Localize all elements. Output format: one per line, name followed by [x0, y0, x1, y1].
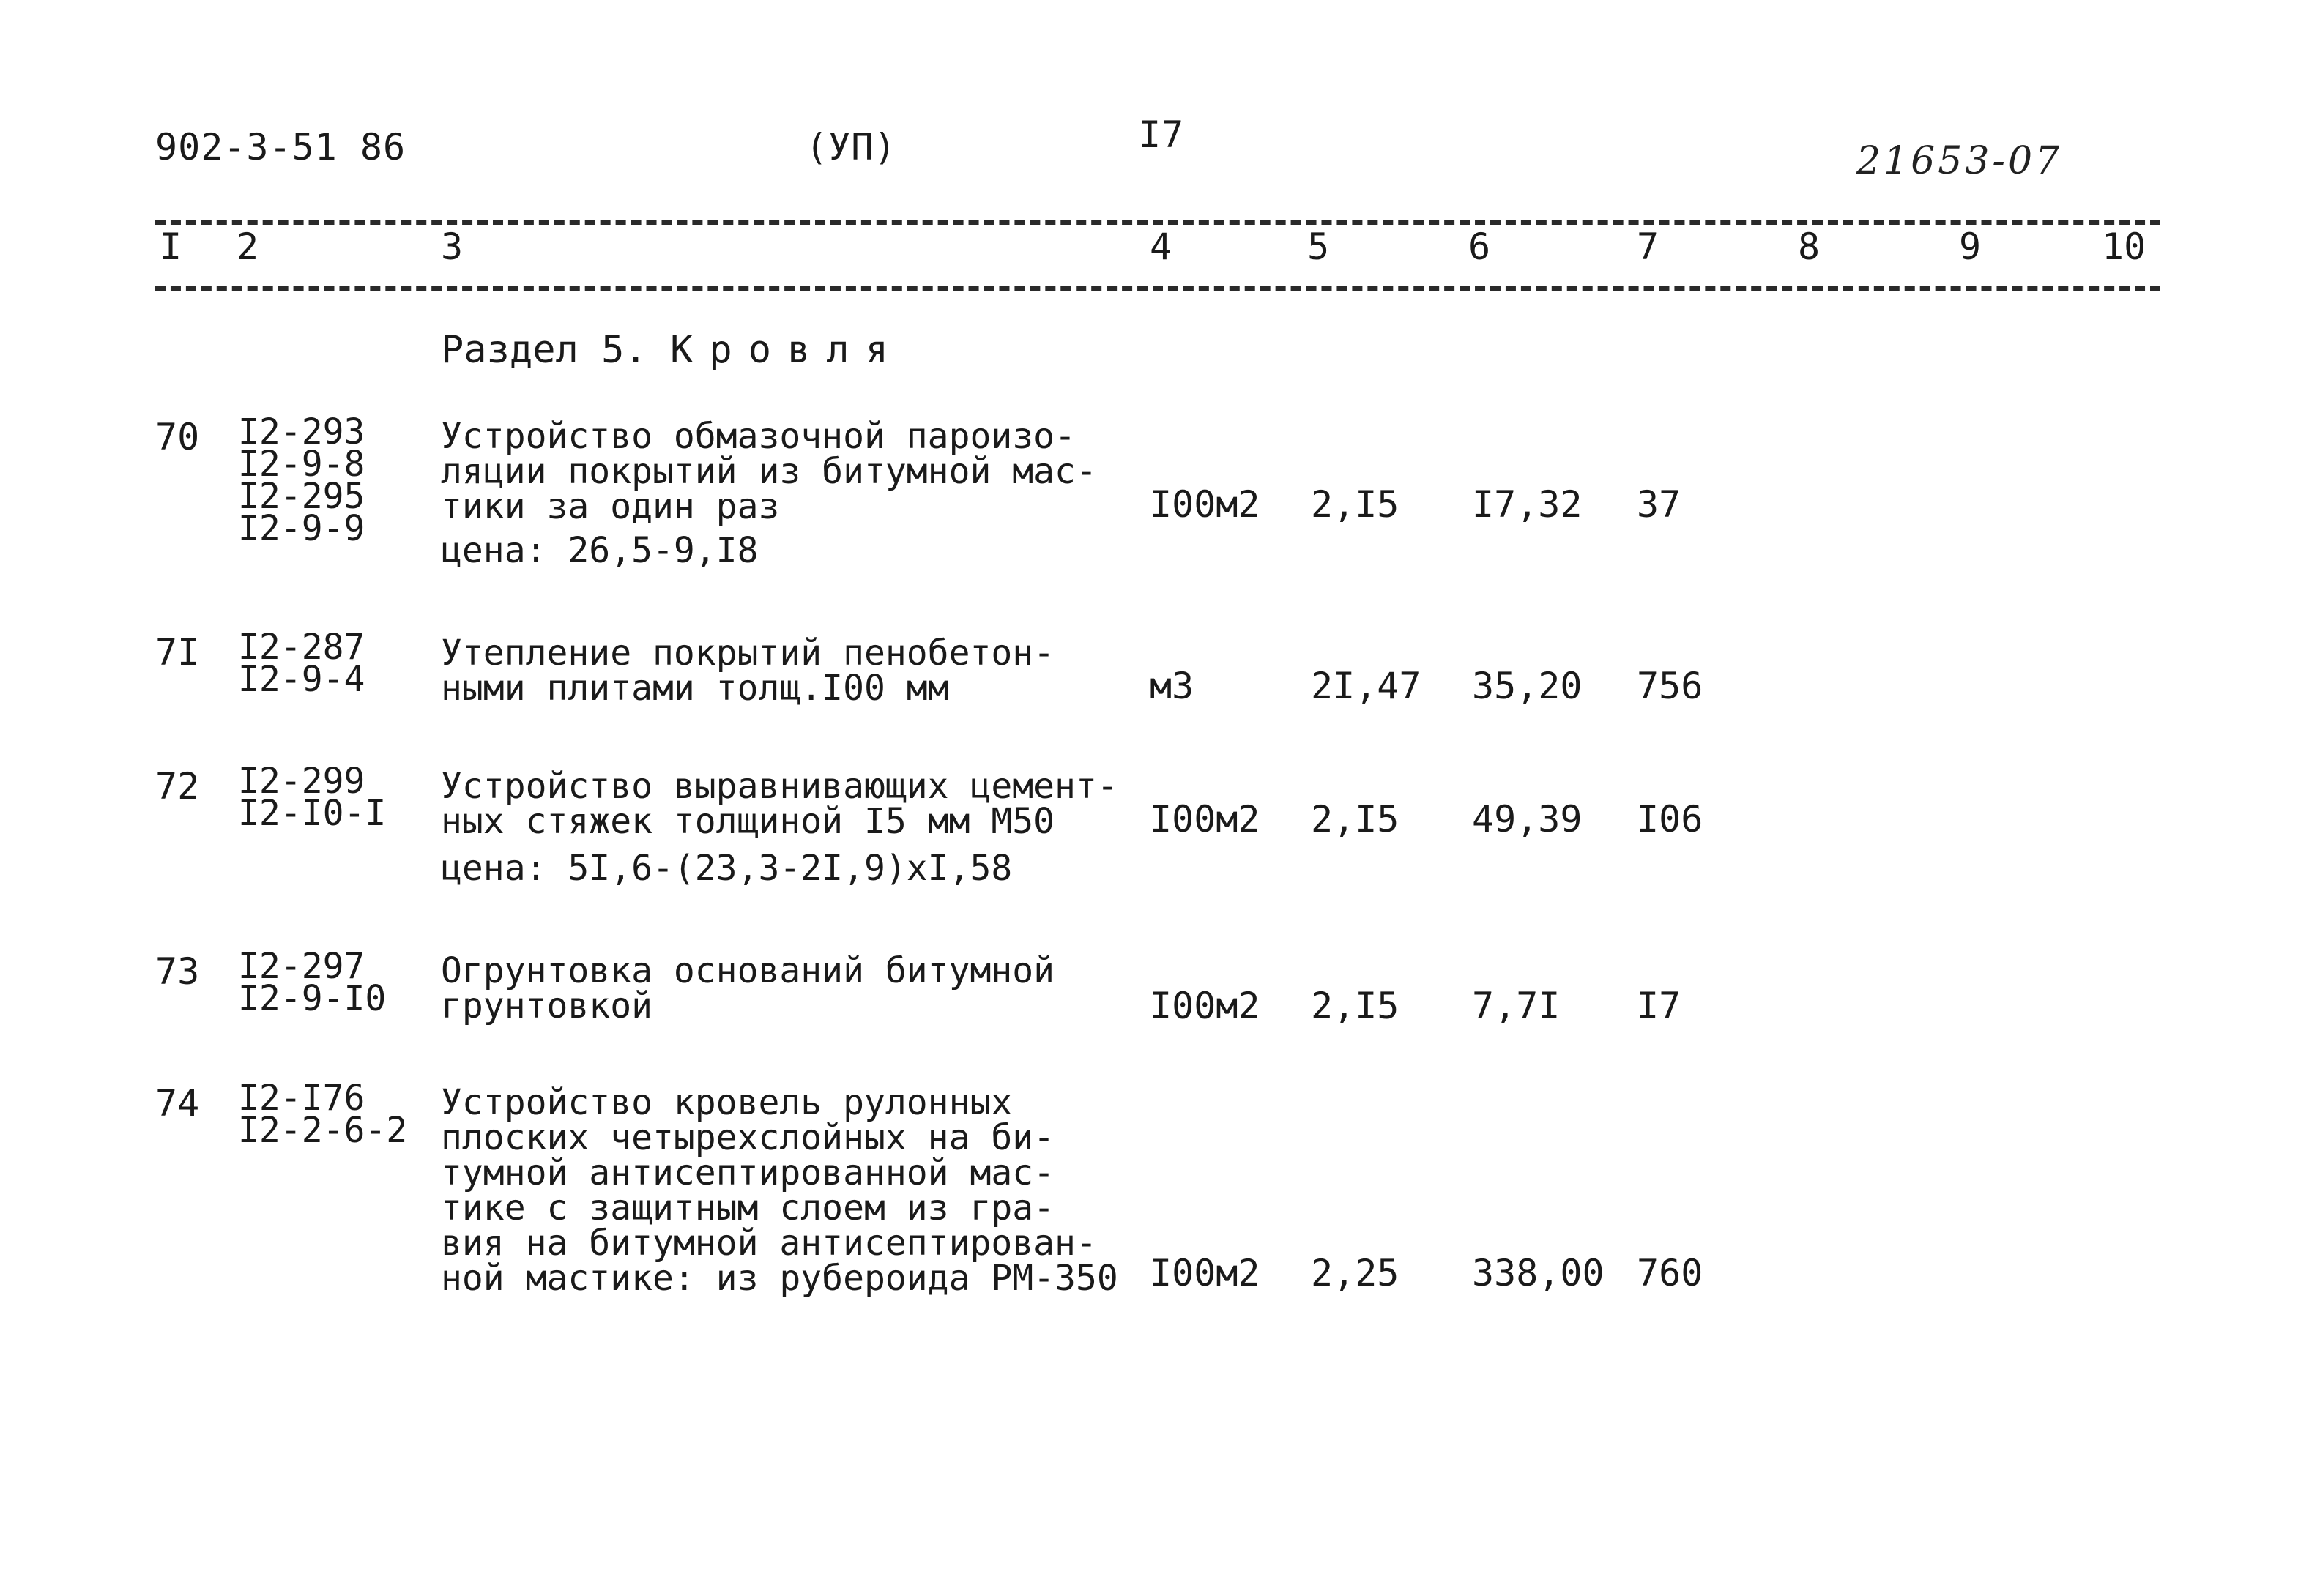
row-quantity: 2I,47 [1311, 665, 1421, 707]
row-description: Устройство обмазочной пароизо- ляции покрытий из битумной мас- тики за один раз [441, 416, 1097, 527]
column-number-5: 5 [1307, 225, 1330, 268]
row-codes: I2-297 I2-9-I0 [238, 946, 387, 1019]
section-prefix: Раздел 5. [441, 328, 647, 372]
inventory-number: 21653-07 [1856, 139, 2063, 183]
row-unit: I00м2 [1150, 798, 1260, 840]
row-unit: м3 [1150, 665, 1194, 707]
column-number-1: I [160, 225, 182, 268]
row-description: Утепление покрытий пенобетон- ными плитами толщ.I00 мм [441, 633, 1055, 709]
row-unit-price: 49,39 [1472, 798, 1583, 840]
document-code: 902-3-51 86 [155, 126, 406, 168]
row-price-note: цена: 26,5-9,I8 [441, 530, 759, 571]
column-number-3: 3 [441, 225, 464, 268]
row-quantity: 2,I5 [1311, 483, 1399, 526]
column-number-8: 8 [1798, 225, 1821, 268]
row-description: Устройство кровель рулонных плоских четырехслойных на би- тумной антисептированной мас- тике с защитным слоем из гра- вия на битумной антисептирован- ной мастике: из рубероида РМ-350 [441, 1082, 1118, 1299]
section-name: Кровля [670, 328, 904, 372]
column-number-4: 4 [1150, 225, 1172, 268]
header-bottom-rule [155, 286, 2160, 291]
row-number: 70 [155, 416, 200, 458]
row-number: 74 [155, 1082, 200, 1125]
row-quantity: 2,I5 [1311, 798, 1399, 840]
row-quantity: 2,I5 [1311, 985, 1399, 1027]
row-quantity: 2,25 [1311, 1252, 1399, 1294]
row-codes: I2-299 I2-I0-I [238, 761, 387, 834]
row-number: 73 [155, 950, 200, 993]
page-number: I7 [1139, 113, 1185, 156]
column-number-6: 6 [1468, 225, 1491, 268]
column-number-9: 9 [1959, 225, 1982, 268]
row-total: I7 [1637, 985, 1681, 1027]
row-unit: I00м2 [1150, 483, 1260, 526]
row-unit-price: 35,20 [1472, 665, 1583, 707]
row-number: 72 [155, 765, 200, 808]
row-price-note: цена: 5I,6-(23,3-2I,9)xI,58 [441, 848, 1013, 889]
row-total: 756 [1637, 665, 1703, 707]
row-description: Устройство выравнивающих цемент- ных стяжек толщиной I5 мм М50 [441, 766, 1118, 842]
column-number-10: 10 [2102, 225, 2146, 268]
header-top-rule [155, 220, 2160, 225]
row-total: 37 [1637, 483, 1681, 526]
row-number: 7I [155, 631, 200, 674]
document-type: (УП) [806, 126, 897, 168]
row-unit: I00м2 [1150, 1252, 1260, 1294]
row-description: Огрунтовка оснований битумной грунтовкой [441, 950, 1055, 1026]
section-heading [441, 328, 904, 372]
row-unit-price: 338,00 [1472, 1252, 1605, 1294]
row-total: I06 [1637, 798, 1703, 840]
row-unit: I00м2 [1150, 985, 1260, 1027]
row-codes: I2-I76 I2-2-6-2 [238, 1078, 408, 1151]
column-number-7: 7 [1637, 225, 1659, 268]
row-unit-price: 7,7I [1472, 985, 1561, 1027]
row-codes: I2-293 I2-9-8 I2-295 I2-9-9 [238, 411, 365, 549]
row-total: 760 [1637, 1252, 1703, 1294]
row-unit-price: I7,32 [1472, 483, 1583, 526]
column-number-2: 2 [237, 225, 259, 268]
row-codes: I2-287 I2-9-4 [238, 627, 365, 700]
